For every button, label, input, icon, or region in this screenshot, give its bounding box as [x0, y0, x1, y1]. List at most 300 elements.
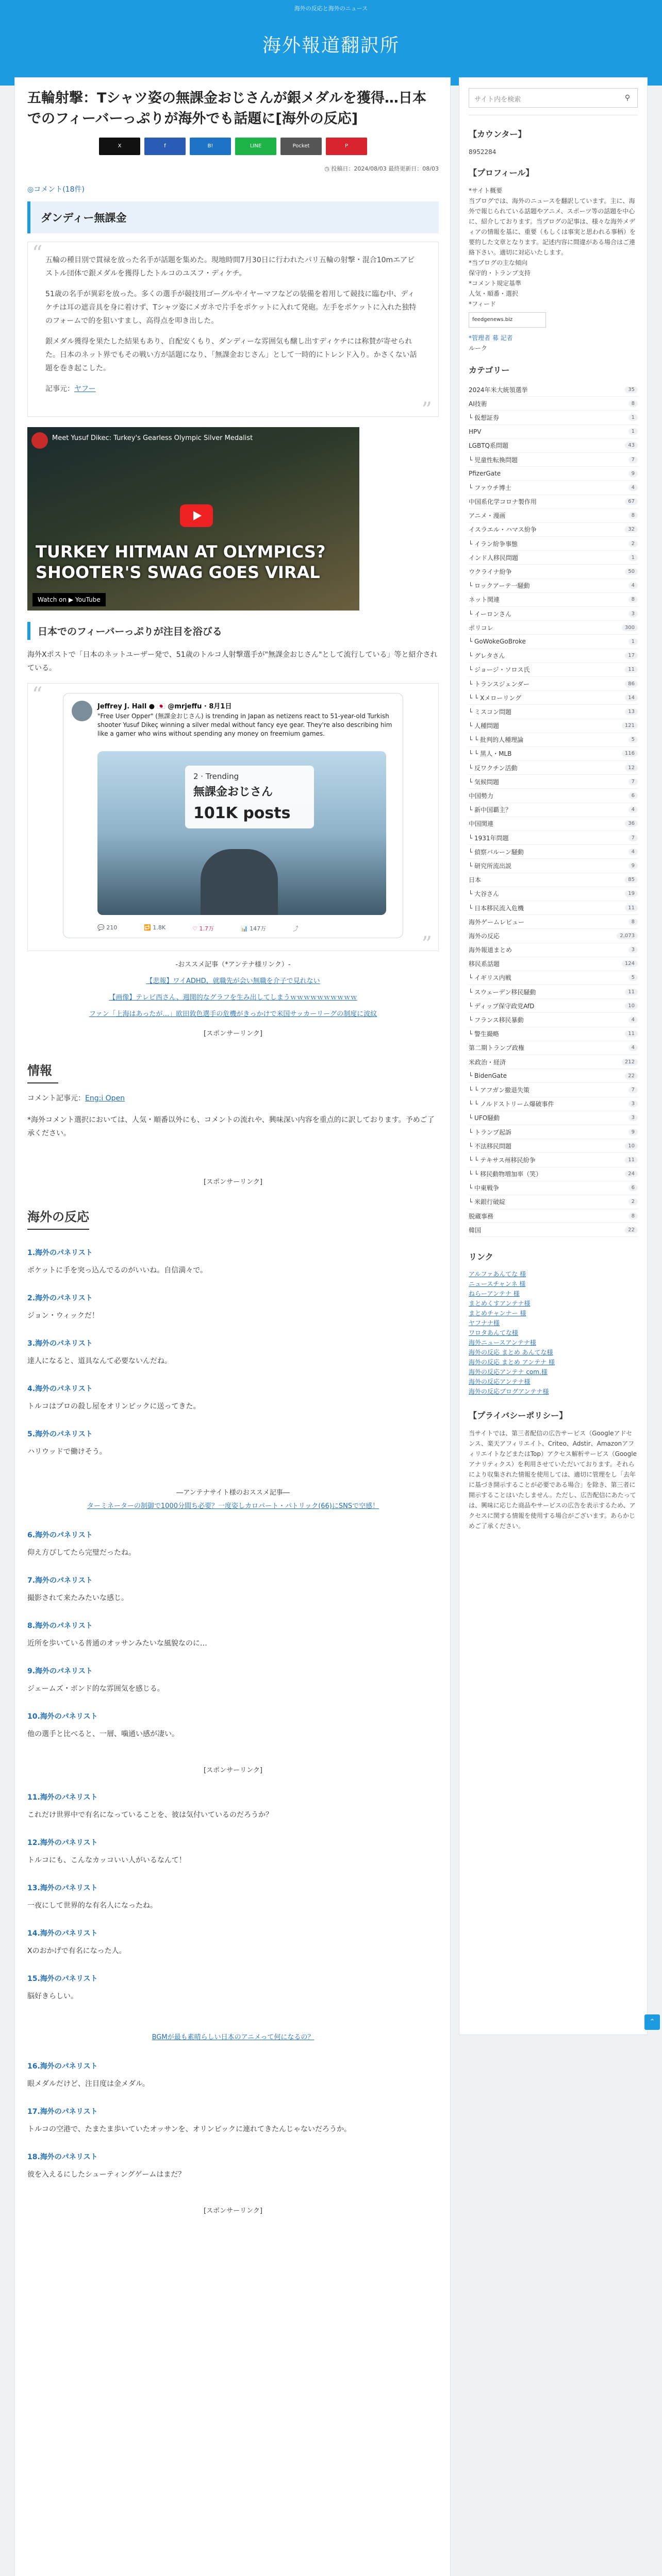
antenna-site-link[interactable]: 海外の反応 まとめ あんてな様: [469, 1349, 553, 1357]
category-item[interactable]: [469, 1167, 638, 1181]
recommend-link[interactable]: 【画像】テレビ西さん、週開的なグラフを生み出してしまうｗｗｗｗｗｗｗｗｗｗ: [109, 994, 357, 1002]
reaction-author: 17.海外のパネリスト: [27, 2108, 98, 2116]
category-label[interactable]: インド人移民問題: [469, 554, 519, 562]
category-label[interactable]: ネット関連: [469, 596, 500, 604]
category-label[interactable]: └ 日本移民流入危機: [469, 904, 524, 912]
category-label[interactable]: └ └ 黒人・MLB: [469, 750, 512, 758]
category-label[interactable]: └ ミスコン問題: [469, 708, 512, 716]
category-item[interactable]: [469, 747, 638, 761]
category-label[interactable]: AI技術: [469, 400, 487, 408]
category-item[interactable]: [469, 607, 638, 621]
antenna-site-link[interactable]: 海外の反応アンテナ様: [469, 1378, 531, 1386]
category-item[interactable]: [469, 915, 638, 929]
category-label[interactable]: LGBTQ系問題: [469, 442, 508, 450]
category-label[interactable]: 中国系化学コロナ製作用: [469, 498, 537, 506]
category-count: 3: [628, 611, 638, 617]
category-item[interactable]: [469, 1083, 638, 1097]
reaction-author: 9.海外のパネリスト: [27, 1667, 93, 1675]
source-link[interactable]: ヤフー: [74, 385, 96, 393]
reaction-item: [27, 1429, 439, 1456]
category-item[interactable]: [469, 411, 638, 425]
section-heading-label: ダンディー無課金: [27, 201, 439, 233]
category-item[interactable]: [469, 635, 638, 649]
category-label[interactable]: └ スウェーデン移民騒動: [469, 988, 536, 996]
reaction-text: Xのおかげで有名になった人。: [27, 1947, 126, 1955]
category-count: 17: [625, 652, 638, 659]
category-label[interactable]: ポリコレ: [469, 624, 493, 632]
category-label[interactable]: └ UFO騒動: [469, 1114, 500, 1122]
category-item[interactable]: [469, 467, 638, 481]
category-item[interactable]: [469, 1041, 638, 1055]
category-label[interactable]: 移民系話題: [469, 960, 500, 968]
category-label[interactable]: └ 研究所流出説: [469, 862, 512, 870]
category-count: 13: [625, 708, 638, 715]
share-pinterest-button[interactable]: P: [326, 138, 367, 155]
category-item[interactable]: [469, 691, 638, 705]
category-count: 8: [628, 400, 638, 407]
comments-link[interactable]: ◎コメント(18件): [27, 185, 85, 194]
category-item[interactable]: [469, 957, 638, 971]
category-count: 3: [628, 946, 638, 953]
watch-on-youtube-button[interactable]: Watch on ▶ YouTube: [32, 593, 106, 606]
category-count: 11: [625, 989, 638, 995]
category-item[interactable]: [469, 901, 638, 915]
antenna-link[interactable]: ターミネーターの制御で1000分間ち必要？一度姿しカロパート・パトリック(66)にSNSで空感！: [87, 1502, 379, 1510]
category-label[interactable]: └ ファウチ博士: [469, 484, 511, 492]
tweet-author[interactable]: Jeffrey J. Hall ● 🇯🇵 @mrjeffu · 8月1日: [97, 703, 232, 710]
category-label[interactable]: └ ジョージ・ソロス氏: [469, 666, 530, 674]
like-button[interactable]: ♡ 1.7万: [192, 925, 214, 932]
category-item[interactable]: [469, 761, 638, 775]
antenna-site-link[interactable]: ねらーアンテナ 様: [469, 1290, 520, 1298]
trend-topic: 無課金おじさん: [193, 786, 273, 799]
category-item[interactable]: [469, 1013, 638, 1027]
search-icon[interactable]: ⚲: [624, 94, 631, 102]
reaction-author: 13.海外のパネリスト: [27, 1884, 98, 1892]
reaction-author: 2.海外のパネリスト: [27, 1294, 93, 1302]
category-item[interactable]: [469, 509, 638, 523]
reaction-text: 近所を歩いている普通のオッサンみたいな風貌なのに…: [27, 1639, 207, 1648]
category-label[interactable]: └ フランス移民暴動: [469, 1016, 524, 1024]
trend-rank: 2 · Trending: [193, 772, 239, 781]
category-count: 36: [625, 820, 638, 827]
tweet-body: "Free User Opper" (無課金おじさん) is trending in Japan as netizens react to 51-year-old Turkish shooter Yusuf Dikeç winning a silver medal without fancy eye gear. They're also describing him like a gamer who wins without spending any money on freemium games.: [97, 713, 392, 737]
category-label[interactable]: └ 新中国覇主？: [469, 806, 512, 814]
category-count: 6: [628, 792, 638, 799]
category-item[interactable]: [469, 453, 638, 467]
sponsored-label: [スポンサーリンク]: [204, 1767, 262, 1774]
category-label[interactable]: └ トランプ起訴: [469, 1128, 512, 1136]
sidebar: [459, 77, 648, 2035]
antenna-site-link[interactable]: アルファあんてな 様: [469, 1270, 526, 1278]
share-pocket-button[interactable]: Pocket: [280, 138, 322, 155]
category-label[interactable]: └ └ ノルドストリーム爆破事件: [469, 1100, 554, 1108]
category-label[interactable]: 日本: [469, 876, 482, 884]
category-count: 1: [628, 638, 638, 645]
reaction-text: 他の選手と比べると、一層、噛通い感が凄い。: [27, 1730, 179, 1738]
category-label[interactable]: 海外の反応: [469, 932, 500, 940]
site-header: [0, 18, 662, 86]
reaction-author: 11.海外のパネリスト: [27, 1793, 98, 1802]
category-label[interactable]: └ イギリス内戦: [469, 974, 511, 982]
category-label[interactable]: 米政治・経済: [469, 1058, 506, 1066]
antenna-site-link[interactable]: 海外の反応 まとめ アンテナ 様: [469, 1359, 555, 1366]
category-count: 5: [628, 974, 638, 981]
category-count: 8: [628, 512, 638, 519]
category-item[interactable]: [469, 397, 638, 411]
category-label[interactable]: └ イーロンさん: [469, 610, 512, 618]
category-count: 300: [622, 624, 638, 631]
category-count: 5: [628, 736, 638, 743]
category-count: 4: [628, 806, 638, 813]
intro-paragraph: 五輪の種目別で貫禄を放った名手が話題を集めた。現地時間7月30日に行われたパリ五輪の射撃・混合10mエアピストル団体で銀メダルを獲得したトルコのユスフ・ディケチ。: [45, 256, 415, 278]
share-tweet-button[interactable]: ⤴: [293, 925, 299, 932]
search-input[interactable]: サイト内を検索: [474, 96, 521, 104]
category-label[interactable]: 脱蔵事務: [469, 1212, 494, 1220]
views-button[interactable]: 📊 147万: [240, 925, 267, 932]
category-label[interactable]: └ 仮想証券: [469, 414, 500, 421]
category-count: 124: [622, 960, 638, 967]
reaction-text: 一夜にして世界的な有名人になったね。: [27, 1902, 157, 1910]
category-count: 2: [628, 1198, 638, 1205]
category-label[interactable]: HPV: [469, 428, 482, 435]
reaction-item: [27, 2061, 439, 2089]
category-label[interactable]: └ 米銀行破綻: [469, 1198, 506, 1206]
category-label[interactable]: ウクライナ紛争: [469, 568, 512, 576]
video-title[interactable]: Meet Yusuf Dikec: Turkey's Gearless Olympic Silver Medalist: [52, 434, 253, 442]
category-count: 67: [625, 498, 638, 505]
category-count: 11: [625, 666, 638, 673]
category-item[interactable]: [469, 523, 638, 537]
retweet-button[interactable]: 🔁 1.8K: [144, 924, 166, 931]
category-count: 85: [625, 876, 638, 883]
category-item[interactable]: [469, 733, 638, 747]
reaction-text: 達人になると、道具なんて必要ないんだね。: [27, 1357, 172, 1365]
reaction-text: ポケットに手を突っ込んでるのがいいね。自信満々で。: [27, 1266, 208, 1275]
category-label[interactable]: └ 偵察バルーン騒動: [469, 848, 524, 856]
category-label[interactable]: └ GoWokeGoBroke: [469, 638, 526, 646]
category-count: 1: [628, 554, 638, 561]
category-count: 9: [628, 862, 638, 869]
site-title[interactable]: 海外報道翻訳所: [262, 35, 400, 56]
comment-source-link[interactable]: Eng:i Open: [85, 1094, 125, 1103]
antenna-site-link[interactable]: ニュースチャンネ 様: [469, 1280, 526, 1288]
reaction-item: [27, 1928, 439, 1956]
links-heading: リンク: [469, 1252, 493, 1262]
reactions-heading: 海外の反応: [27, 1207, 89, 1230]
category-item[interactable]: [469, 551, 638, 565]
post-dates: ◷ 投稿日：2024/08/03 最終更新日：08/03: [324, 165, 439, 172]
category-label[interactable]: └ └ アフガン撤退失策: [469, 1086, 529, 1094]
category-label[interactable]: └ 気候問題: [469, 778, 500, 786]
avatar[interactable]: [72, 701, 92, 721]
category-label[interactable]: 2024年米大統領選挙: [469, 386, 528, 394]
category-item[interactable]: [469, 775, 638, 789]
tweet-actions: [97, 924, 394, 933]
category-item[interactable]: [469, 719, 638, 733]
category-count: 8: [628, 596, 638, 603]
article-title: 五輪射撃：Tシャツ姿の無課金おじさんが銀メダルを獲得…日本でのフィーバーっぷりが海外でも話題に[海外の反応]: [27, 90, 426, 127]
share-x-button[interactable]: X: [99, 138, 140, 155]
category-item[interactable]: [469, 1027, 638, 1041]
privacy-text: 当サイトでは、第三者配信の広告サービス（Googleアドセンス、楽天アフィリエイト、Criteo、Adstir、AmazonアフィリエイトなどまたはTop）アクセス解析サービス（Googleアナリティクス）を利用させていただいております。それらにより収集された情報を使用しては、適切に管理をし「去年に基づき開示することが必要である場合」を除き、第三者に開示することはいたしません。ただし、広告配信にあたっては、興味に応じた商品やサービスの広告を表示するため、アクセスに関する情報を使用する場合がございます。あらかじめご了承ください。: [469, 1430, 637, 1530]
category-count: 212: [622, 1059, 638, 1065]
category-item[interactable]: [469, 579, 638, 593]
category-label[interactable]: └ 大谷さん: [469, 890, 500, 898]
antenna-site-link[interactable]: 海外の反応ブログアンテナ様: [469, 1388, 549, 1396]
reaction-author: 12.海外のパネリスト: [27, 1839, 98, 1847]
recommend-link[interactable]: 【悲報】ワイADHD、就職先が会い無職を介子で見れない: [146, 977, 320, 985]
category-item[interactable]: [469, 971, 638, 985]
category-label[interactable]: └ 警生撮略: [469, 1030, 500, 1038]
category-label[interactable]: └ 1931年問題: [469, 834, 509, 842]
category-label[interactable]: └ └ Xメローリング: [469, 694, 522, 702]
category-count: 11: [625, 905, 638, 911]
share-facebook-button[interactable]: f: [144, 138, 186, 155]
category-count: 2,073: [617, 933, 638, 939]
category-item[interactable]: [469, 439, 638, 453]
category-label[interactable]: 第二期トランプ政権: [469, 1044, 525, 1052]
category-label[interactable]: └ ディップ保守政党AfD: [469, 1002, 535, 1010]
category-item[interactable]: [469, 663, 638, 677]
category-item[interactable]: [469, 1125, 638, 1139]
reaction-author: 10.海外のパネリスト: [27, 1713, 98, 1721]
embedded-tweet-quote: [27, 683, 439, 956]
reaction-item: [27, 1666, 439, 1693]
category-count: 35: [625, 386, 638, 393]
profile-line: *コメント規定基準: [469, 280, 522, 287]
reaction-text: トルコはプロの殺し屋をオリンピックに送ってきた。: [27, 1402, 201, 1411]
category-item[interactable]: [469, 1139, 638, 1153]
category-item[interactable]: [469, 495, 638, 509]
reaction-text: 仰え方ぴしてたら完璧だったね。: [27, 1549, 136, 1557]
reaction-author: 1.海外のパネリスト: [27, 1249, 93, 1257]
category-label[interactable]: └ 児童性転換問題: [469, 456, 518, 464]
category-item[interactable]: [469, 999, 638, 1013]
category-item[interactable]: [469, 873, 638, 887]
category-count: 22: [625, 1073, 638, 1079]
category-item[interactable]: [469, 943, 638, 957]
category-label[interactable]: アニメ・漫画: [469, 512, 506, 520]
category-label[interactable]: └ グレタさん: [469, 652, 505, 660]
category-item[interactable]: [469, 621, 638, 635]
section-heading-japan-fever: 日本でのフィーバーっぷりが注目を浴びる: [27, 622, 439, 640]
youtube-video[interactable]: [27, 427, 359, 611]
category-count: 7: [628, 1087, 638, 1093]
category-count: 10: [625, 1003, 638, 1009]
profile-line: 当ブログでは、海外のニュースを翻訳しています。主に、海外で報じられている話題やアニメ、スポーツ等の話題を中心に、紹介しております。当ブログの記事は、様々な海外メディアの情報を基に、重要（もしくは事実と思われる事柄）を要約した文章となります。記述内容に間違がある場合はご連絡下さい。適切に対応いたします。: [469, 197, 636, 256]
category-label[interactable]: └ 中東戦争: [469, 1184, 500, 1192]
category-item[interactable]: [469, 593, 638, 607]
category-item[interactable]: [469, 1181, 638, 1195]
categories-heading: カテゴリー: [469, 365, 510, 375]
category-count: 24: [625, 1171, 638, 1177]
reaction-author: 15.海外のパネリスト: [27, 1975, 98, 1983]
reaction-author: 4.海外のパネリスト: [27, 1385, 93, 1393]
reaction-item: [27, 1575, 439, 1603]
reaction-author: 18.海外のパネリスト: [27, 2153, 98, 2161]
category-count: 9: [628, 470, 638, 477]
reaction-text: ジェームズ・ボンド的な雰囲気を感じる。: [27, 1685, 164, 1693]
feed-badge[interactable]: feedgenews.biz: [469, 312, 546, 328]
embedded-tweet[interactable]: [63, 693, 403, 938]
category-label[interactable]: イスラエル・ハマス紛争: [469, 526, 537, 534]
category-item[interactable]: [469, 425, 638, 439]
category-count: 116: [622, 750, 638, 757]
category-label[interactable]: └ └ 移民動物増加率（笑）: [469, 1171, 542, 1178]
category-count: 4: [628, 484, 638, 491]
category-count: 22: [625, 1227, 638, 1233]
category-count: 19: [625, 890, 638, 897]
category-item[interactable]: [469, 789, 638, 803]
category-item[interactable]: [469, 1055, 638, 1069]
profile-heading: 【プロフィール】: [469, 168, 534, 178]
category-item[interactable]: [469, 565, 638, 579]
category-count: 4: [628, 582, 638, 589]
category-item[interactable]: [469, 481, 638, 495]
back-to-top-button[interactable]: ⌃: [644, 2014, 660, 2030]
category-item[interactable]: [469, 677, 638, 691]
reaction-author: 7.海外のパネリスト: [27, 1577, 93, 1585]
category-label[interactable]: 韓国: [469, 1226, 482, 1234]
category-item[interactable]: [469, 803, 638, 817]
share-line-button[interactable]: LINE: [235, 138, 276, 155]
profile-line: 保守的・トランプ支持: [469, 269, 531, 277]
athlete-figure: [201, 849, 278, 915]
category-label[interactable]: └ └ 批判的人種理論: [469, 736, 524, 744]
profile-line: *サイト概要: [469, 187, 503, 194]
category-label[interactable]: PfizerGate: [469, 470, 501, 478]
reaction-text: 脳好きらしい。: [27, 1992, 78, 2001]
antenna-heading: ―アンテナサイト様のおススメ記事―: [176, 1489, 290, 1497]
category-item[interactable]: [469, 537, 638, 551]
reaction-item: [27, 2106, 439, 2134]
category-item[interactable]: [469, 1209, 638, 1223]
category-item[interactable]: [469, 929, 638, 943]
admin-link[interactable]: *管理者 募 記者: [469, 334, 513, 342]
sponsored-label: [スポンサーリンク]: [204, 1030, 262, 1038]
source-label: 記事元：: [45, 385, 74, 393]
reaction-item: [27, 2151, 439, 2179]
category-item[interactable]: [469, 817, 638, 831]
antenna-site-link[interactable]: 海外の反応アンテナ com.様: [469, 1368, 548, 1376]
category-label[interactable]: └ イラン紛争事態: [469, 540, 518, 548]
category-label[interactable]: └ トランスジェンダー: [469, 680, 529, 688]
profile-line: *フィード: [469, 300, 496, 308]
intro-paragraph: 銀メダル獲得を果たした結果もあり、自配安くもり、ダンディーな雰囲気も醸し出すディケチには称賛が寄せられた。日本のネット界でもその戦い方が話題になり、「無課金おじさん」として一時的にトレンド入り。かさくない話題を巻き起こした。: [45, 337, 417, 372]
bgm-link[interactable]: BGMが最も素晴らしい日本のアニメって何になるの？: [152, 2033, 315, 2041]
reaction-item: [27, 1383, 439, 1411]
category-item[interactable]: [469, 1195, 638, 1209]
tweet-image[interactable]: [97, 751, 386, 915]
category-label[interactable]: └ 反ワクチン活動: [469, 764, 518, 772]
category-label[interactable]: └ BidenGate: [469, 1072, 507, 1080]
category-label[interactable]: 中国関連: [469, 820, 494, 828]
site-tagline: 海外の反応と海外のニュース: [0, 0, 662, 18]
privacy-heading: 【プライバシーポリシー】: [469, 1411, 568, 1421]
trend-card: [185, 766, 314, 828]
visitor-counter: 8952284: [469, 148, 496, 156]
antenna-site-link[interactable]: 海外ニュースアンテナ様: [469, 1339, 536, 1347]
category-label[interactable]: 海外ゲームレビュー: [469, 918, 525, 926]
category-count: 7: [628, 456, 638, 463]
category-item[interactable]: [469, 1111, 638, 1125]
category-count: 1: [628, 414, 638, 421]
reaction-author: 8.海外のパネリスト: [27, 1622, 93, 1630]
sponsored-label: [スポンサーリンク]: [204, 2207, 262, 2215]
antenna-site-link[interactable]: ワロタあんてな様: [469, 1329, 519, 1337]
reaction-item: [27, 1247, 439, 1275]
category-item[interactable]: [469, 1069, 638, 1083]
category-count: 86: [625, 681, 638, 687]
category-count: 11: [625, 1030, 638, 1037]
play-icon[interactable]: [180, 504, 213, 527]
video-overlay-text: TURKEY HITMAN AT OLYMPICS? SHOOTER'S SWAG GOES VIRAL: [36, 542, 326, 582]
category-item[interactable]: [469, 1153, 638, 1167]
info-text: *海外コメント選択においては、人気・順番以外にも、コメントの流れや、興味深い内容を重点的に訳しております。予めご了承ください。: [27, 1116, 435, 1138]
counter-heading: 【カウンター】: [469, 129, 526, 139]
search-box: [469, 88, 638, 108]
category-item[interactable]: [469, 985, 638, 999]
category-item[interactable]: [469, 649, 638, 663]
antenna-site-link[interactable]: まとめくすアンテナ様: [469, 1300, 531, 1308]
antenna-site-link[interactable]: ヤフナナ様: [469, 1319, 500, 1327]
intro-quote: [27, 242, 439, 422]
share-hatena-button[interactable]: B!: [190, 138, 231, 155]
category-label[interactable]: 中国勢力: [469, 792, 494, 800]
intro-paragraph: 51歳の名手が異彩を放った。多くの選手が競技用ゴーグルやイヤーマフなどの装備を着用して競技に臨む中、ディケチは耳の遮音具を身に着けず、Tシャツ姿にメガネで片手をポケットに入れて発砲。左手をポケットに入れた独特のフォームで的を狙いすまし、高得点を叩き出した。: [45, 290, 417, 325]
reaction-item: [27, 1530, 439, 1557]
category-item[interactable]: [469, 845, 638, 859]
open-quote-icon: “: [32, 683, 43, 707]
category-label[interactable]: └ 不法移民問題: [469, 1142, 512, 1150]
category-count: 14: [625, 694, 638, 701]
category-count: 4: [628, 1044, 638, 1051]
category-count: 4: [628, 849, 638, 855]
category-item[interactable]: [469, 859, 638, 873]
category-label[interactable]: └ ロックアーテ一騒動: [469, 582, 530, 590]
category-count: 7: [628, 778, 638, 785]
reaction-item: [27, 1711, 439, 1739]
category-label[interactable]: └ └ テキサス州移民紛争: [469, 1156, 536, 1164]
sponsored-label: [スポンサーリンク]: [204, 1178, 262, 1186]
reaction-text: これだけ世界中で有名になっていることを、彼は気付いているのだろうか？: [27, 1811, 273, 1819]
reaction-text: 撮影されて来たみたいな感じ。: [27, 1594, 128, 1602]
category-item[interactable]: [469, 383, 638, 397]
category-count: 1: [628, 428, 638, 435]
reaction-author: 6.海外のパネリスト: [27, 1531, 93, 1539]
section-text: 海外Xポストで「日本のネットユーザー発で、51歳のトルコ人射撃選手が"無課金おじさん"として流行している」等と紹介されている。: [27, 651, 438, 672]
reaction-item: [27, 1837, 439, 1865]
category-count: 3: [628, 1100, 638, 1107]
category-label[interactable]: └ 人種問題: [469, 722, 500, 730]
antenna-site-link[interactable]: まとめチャンナー 様: [469, 1310, 526, 1317]
open-quote-icon: “: [32, 242, 43, 265]
reaction-author: 16.海外のパネリスト: [27, 2062, 98, 2071]
reaction-text: トルコにも、こんなカッコいい人がいるなんて！: [27, 1856, 186, 1865]
reply-button[interactable]: 💬 210: [97, 924, 118, 931]
reaction-author: 3.海外のパネリスト: [27, 1340, 93, 1348]
category-item[interactable]: [469, 705, 638, 719]
category-label[interactable]: 海外報道まとめ: [469, 946, 512, 954]
category-item[interactable]: [469, 1097, 638, 1111]
category-item[interactable]: [469, 1223, 638, 1237]
recommend-link[interactable]: ファン「上海はあったが…」欧田敦色選手の危機がきっかけで米国サッカーリーグの制度に波紋: [89, 1010, 377, 1018]
reaction-item: [27, 1620, 439, 1648]
reaction-text: 眼メダルだけど、注目度は金メダル。: [27, 2080, 150, 2088]
category-item[interactable]: [469, 887, 638, 901]
category-item[interactable]: [469, 831, 638, 845]
